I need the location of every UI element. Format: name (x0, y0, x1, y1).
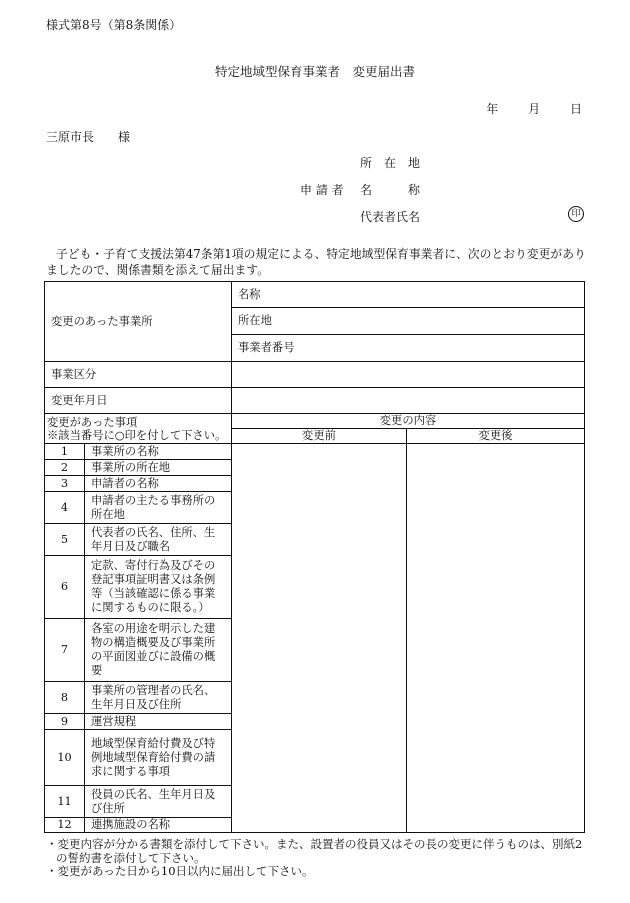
business-type-field[interactable] (232, 362, 585, 388)
item-text: 事業所の所在地 (85, 460, 232, 476)
item-text: 申請者の名称 (85, 476, 232, 492)
item-text: 定款、寄付行為及びその登記事項証明書又は条例等（当該確認に係る事業に関するものに限る。） (85, 556, 232, 619)
applicant-label: 申 請 者 (300, 183, 344, 197)
date-month: 月 (528, 102, 541, 116)
item-number[interactable]: 8 (45, 682, 85, 714)
before-header: 変更前 (232, 429, 407, 444)
addressee: 三原市長 様 (46, 130, 131, 144)
item-number[interactable]: 1 (45, 444, 85, 460)
item-text: 事業所の名称 (85, 444, 232, 460)
before-content-field[interactable] (232, 444, 407, 833)
item-number[interactable]: 3 (45, 476, 85, 492)
business-type-label: 事業区分 (45, 362, 232, 388)
office-number-field[interactable]: 事業者番号 (232, 335, 585, 362)
item-number[interactable]: 7 (45, 619, 85, 682)
item-text: 役員の氏名、生年月日及び住所 (85, 786, 232, 818)
change-form-table (44, 281, 585, 833)
applicant-address-label: 所 在 地 (360, 156, 421, 170)
footnotes (46, 838, 591, 879)
item-text: 代表者の氏名、住所、生年月日及び職名 (85, 524, 232, 556)
item-number[interactable]: 4 (45, 492, 85, 524)
form-number: 様式第8号（第8条関係） (46, 18, 182, 32)
footnote-deadline: ・変更があった日から10日以内に届出して下さい。 (46, 864, 314, 878)
document-title: 特定地域型保育事業者 変更届出書 (214, 64, 415, 79)
item-number[interactable]: 12 (45, 818, 85, 833)
change-date-label: 変更年月日 (45, 388, 232, 414)
item-number[interactable]: 2 (45, 460, 85, 476)
change-content-header: 変更の内容 (232, 414, 585, 429)
after-header: 変更後 (407, 429, 585, 444)
item-text: 申請者の主たる事務所の所在地 (85, 492, 232, 524)
item-number[interactable]: 9 (45, 714, 85, 730)
items-header-title: 変更があった事項 (47, 415, 138, 429)
date-day: 日 (569, 102, 582, 116)
intro-paragraph: 子ども・子育て支援法第47条第1項の規定による、特定地域型保育事業者に、次のとおり変更がありましたので、関係書類を添えて届出ます。 (46, 247, 586, 277)
applicant-name-label: 名 称 (360, 183, 421, 197)
date-year: 年 (486, 102, 499, 116)
date-line (464, 100, 582, 117)
item-text: 連携施設の名称 (85, 818, 232, 833)
item-number[interactable]: 5 (45, 524, 85, 556)
footnote-attach: ・変更内容が分かる書類を添付して下さい。また、設置者の役員又はその長の変更に伴うものは、別紙2の誓約書を添付して下さい。 (46, 837, 583, 865)
office-name-field[interactable]: 名称 (232, 282, 585, 308)
office-address-field[interactable]: 所在地 (232, 308, 585, 335)
item-number[interactable]: 10 (45, 730, 85, 786)
seal-mark: 印 (568, 206, 584, 222)
items-header-note: ※該当番号に○印を付して下さい。 (47, 428, 227, 442)
item-text: 運営規程 (85, 714, 232, 730)
office-header: 変更のあった事業所 (45, 282, 232, 362)
items-header (45, 414, 232, 444)
after-content-field[interactable] (407, 444, 585, 833)
item-number[interactable]: 11 (45, 786, 85, 818)
item-text: 各室の用途を明示した建物の構造概要及び事業所の平面図並びに設備の概要 (85, 619, 232, 682)
item-text: 地域型保育給付費及び特例地域型保育給付費の請求に関する事項 (85, 730, 232, 786)
item-number[interactable]: 6 (45, 556, 85, 619)
change-date-field[interactable] (232, 388, 585, 414)
representative-label: 代表者氏名 (360, 210, 421, 224)
item-text: 事業所の管理者の氏名、生年月日及び住所 (85, 682, 232, 714)
